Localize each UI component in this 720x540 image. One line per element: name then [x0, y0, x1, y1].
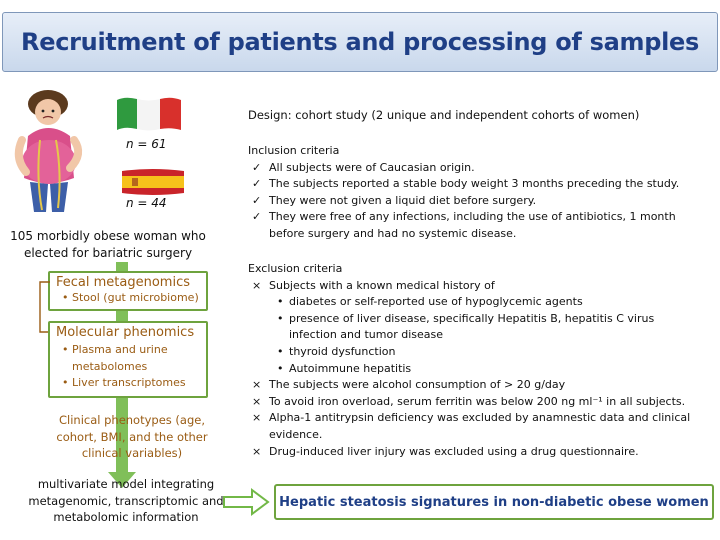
inclusion-item: ✓ The subjects reported a stable body weight 3 months preceding the study. — [252, 177, 680, 191]
exclusion-subitem: • thyroid dysfunction — [277, 344, 396, 358]
fecal-metagenomics-box — [48, 271, 208, 311]
exclusion-subitem: • diabetes or self-reported use of hypoglycemic agents — [277, 295, 583, 309]
conclusion-box — [274, 484, 714, 520]
title-banner — [2, 12, 718, 72]
fecal-metagenomics-title: Fecal metagenomics — [56, 275, 190, 290]
italy-cohort-count: n = 61 — [126, 137, 167, 151]
exclusion-item: × The subjects were alcohol consumption of > 20 g/day — [252, 378, 566, 392]
exclusion-item: × Drug-induced liver injury was excluded using a drug questionnaire. — [252, 444, 639, 458]
exclusion-item: × Alpha-1 antitrypsin deficiency was excluded by anamnestic data and clinical evidence. — [252, 411, 691, 441]
clinical-phenotypes: Clinical phenotypes (age, cohort, BMI, and the other clinical variables) — [56, 413, 208, 461]
exclusion-subitem: • presence of liver disease, specifically Hepatitis B, hepatitis C virus infection and tumor disease — [277, 311, 655, 342]
spain-flag-icon — [120, 168, 186, 196]
result-arrow — [222, 488, 270, 516]
molecular-item: • Plasma and urine metabolomes • Liver transcriptomes — [62, 343, 186, 390]
inclusion-criteria — [248, 143, 700, 243]
inclusion-item: ✓ All subjects were of Caucasian origin. — [252, 160, 475, 174]
italy-flag-icon — [115, 96, 183, 132]
exclusion-subitem: • Autoimmune hepatitis — [277, 361, 412, 375]
obese-woman-illustration — [12, 88, 117, 220]
exclusion-item: × Subjects with a known medical history of — [252, 278, 495, 292]
molecular-phenomics-box — [48, 321, 208, 398]
population-description: 105 morbidly obese woman who elected for bariatric surgery — [10, 229, 206, 260]
exclusion-criteria — [248, 261, 704, 460]
inclusion-item: ✓ They were free of any infections, including the use of antibiotics, 1 month before surgery and had no systemic disease. — [252, 210, 676, 240]
multivariate-model: multivariate model integrating metagenomic, transcriptomic and metabolomic information — [28, 477, 224, 525]
exclusion-title: Exclusion criteria — [248, 262, 343, 275]
inclusion-item: ✓ They were not given a liquid diet before surgery. — [252, 193, 537, 207]
exclusion-item: × To avoid iron overload, serum ferritin was below 200 ng ml⁻¹ in all subjects. — [252, 394, 686, 408]
conclusion-text: Hepatic steatosis signatures in non-diabetic obese women — [279, 494, 709, 510]
molecular-phenomics-title: Molecular phenomics — [56, 325, 195, 340]
fecal-item: • Stool (gut microbiome) — [62, 291, 199, 304]
study-design: Design: cohort study (2 unique and independent cohorts of women) — [248, 108, 640, 122]
page-title: Recruitment of patients and processing of samples — [21, 28, 699, 56]
spain-cohort-count: n = 44 — [126, 196, 167, 210]
inclusion-title: Inclusion criteria — [248, 144, 340, 157]
